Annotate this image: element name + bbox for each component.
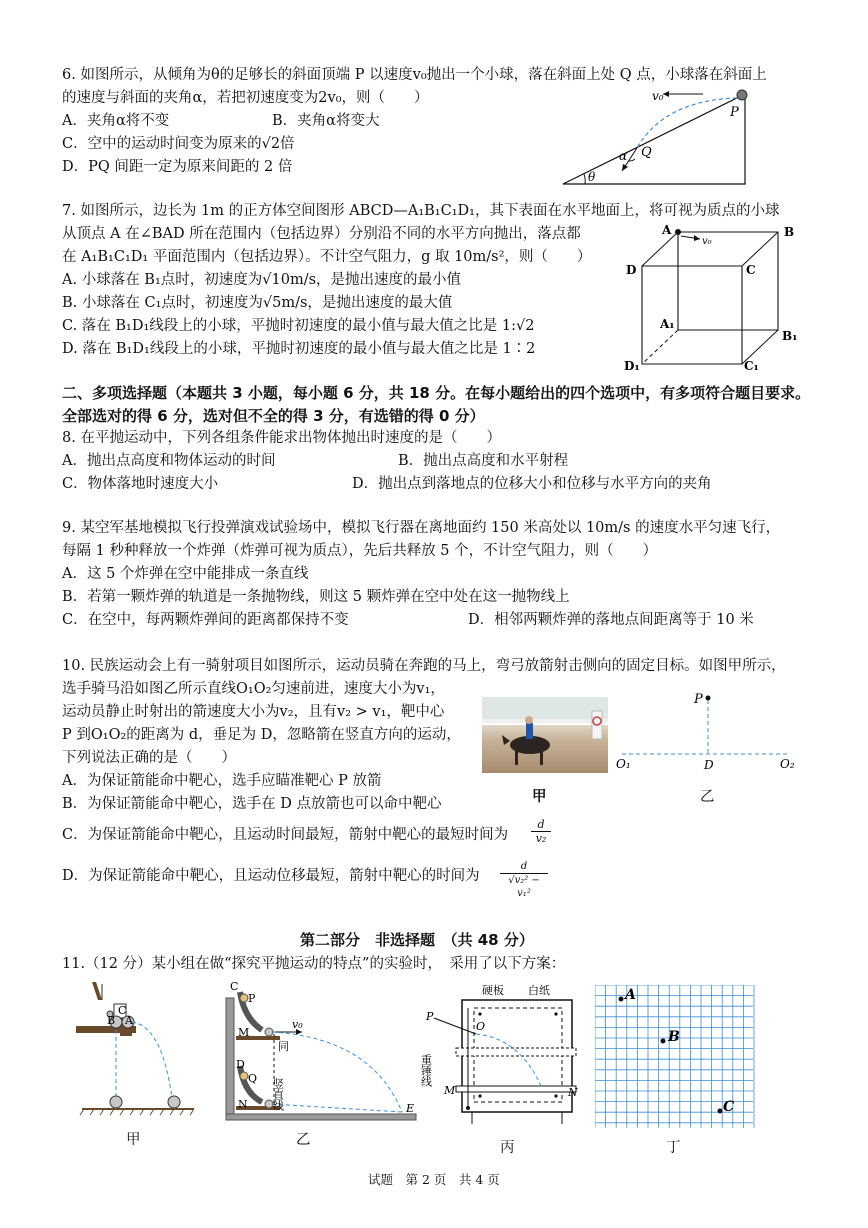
q8-option-a: A．抛出点高度和物体运动的时间: [62, 453, 276, 469]
q11-ding-label-a: A: [625, 987, 636, 1003]
q10-stem-line3: 运动员静止时射出的箭速度大小为v₂，且有v₂ > v₁，靶中心: [62, 704, 445, 720]
q7-stem-line2: 从顶点 A 在∠BAD 所在范围内（包括边界）分别沿不同的水平方向抛出，落点都: [62, 226, 581, 242]
q6-p-label: P: [730, 105, 739, 120]
q11-fig-jia-caption: 甲: [126, 1132, 141, 1148]
q10-fig-d-label: D: [704, 758, 714, 772]
q8-stem: 8. 在平抛运动中，下列各组条件能求出物体抛出时速度的是（ ）: [62, 430, 501, 446]
q10-fig-yi-diagram: [610, 690, 800, 776]
q10-d-denominator: √v₂² − v₁²: [500, 873, 548, 900]
q10-option-a: A．为保证箭能命中靶心，选手应瞄准靶心 P 放箭: [62, 773, 382, 789]
q11-fig-bing: [420, 978, 590, 1128]
q11-jia-label-b: B: [107, 1014, 116, 1027]
q11-bing-label-n: N: [568, 1086, 578, 1099]
q6-option-a: A．夹角α将不变: [62, 113, 170, 129]
q7-label-v0: v₀: [702, 236, 712, 247]
q11-yi-label-c: C: [230, 980, 239, 993]
section2-heading-line1: 二、多项选择题（本题共 3 小题，每小题 6 分，共 18 分。在每小题给出的四个选项中，有多项符合题目要求。: [62, 384, 811, 402]
part2-heading: 第二部分 非选择题 （共 48 分）: [300, 931, 534, 949]
q9-stem-line2: 每隔 1 秒种释放一个炸弹（炸弹可视为质点），先后共释放 5 个，不计空气阻力，则（ ）: [62, 543, 658, 559]
q11-jia-label-c: C: [118, 1004, 127, 1017]
q10-option-d-fraction: [500, 860, 548, 900]
q11-yi-label-e: E: [406, 1102, 415, 1115]
q11-yi-label-vertical-line: 竖直线: [271, 1078, 285, 1111]
q6-stem-line2: 的速度与斜面的夹角α，若把初速度变为2v₀，则（ ）: [62, 90, 429, 106]
q11-yi-label-tong: 同: [278, 1040, 289, 1053]
q10-horse-archer-photo: [482, 697, 608, 773]
q9-option-b: B．若第一颗炸弹的轨道是一条抛物线，则这 5 颗炸弹在空中处在这一抛物线上: [62, 589, 570, 605]
q11-fig-bing-caption: 丙: [500, 1140, 515, 1156]
q11-bing-label-o: O: [476, 1020, 486, 1033]
q10-fig-o2-label: O₂: [780, 757, 795, 771]
q8-option-b: B．抛出点高度和水平射程: [398, 453, 569, 469]
q8-option-c: C．物体落地时速度大小: [62, 476, 219, 492]
page-footer: 试题 第 2 页 共 4 页: [368, 1172, 500, 1187]
q6-option-d: D．PQ 间距一定为原来间距的 2 倍: [62, 159, 293, 175]
q10-stem-line4: P 到O₁O₂的距离为 d，垂足为 D，忽略箭在竖直方向的运动，: [62, 727, 461, 743]
q10-d-denominator-radicand: v₂² − v₁²: [514, 875, 540, 899]
q7-option-b: B. 小球落在 C₁点时，初速度为√5m/s，是抛出速度的最大值: [62, 295, 453, 311]
q7-stem-line1: 7. 如图所示，边长为 1m 的正方体空间图形 ABCD—A₁B₁C₁D₁，其下表面在水平地面上，将可视为质点的小球: [62, 203, 780, 219]
q6-option-b: B．夹角α将变大: [272, 113, 380, 129]
q6-theta-label: θ: [588, 170, 596, 184]
q7-label-a: A: [662, 223, 672, 237]
q11-bing-label-board: 硬板: [482, 984, 504, 997]
q6-option-c: C．空中的运动时间变为原来的√2倍: [62, 136, 295, 152]
q7-label-b1: B₁: [782, 329, 798, 343]
q11-fig-ding-caption: 丁: [666, 1140, 681, 1156]
q9-option-a: A．这 5 个炸弹在空中能排成一条直线: [62, 566, 309, 582]
q7-label-c: C: [746, 263, 756, 277]
section2-heading-line2: 全部选对的得 6 分，选对但不全的得 3 分，有选错的得 0 分）: [62, 407, 485, 425]
q11-fig-yi-caption: 乙: [296, 1132, 311, 1148]
q6-alpha-label: α: [619, 149, 628, 163]
q11-ding-label-b: B: [668, 1029, 680, 1045]
q7-stem-line3: 在 A₁B₁C₁D₁ 平面范围内（包括边界）。不计空气阻力，g 取 10m/s²，则（ ）: [62, 249, 592, 265]
q10-fig-jia-caption: 甲: [532, 788, 547, 805]
q8-option-d: D．抛出点到落地点的位移大小和位移与水平方向的夹角: [352, 476, 712, 492]
q10-c-numerator: d: [537, 818, 545, 831]
q11-jia-label-a: A: [125, 1014, 133, 1027]
q6-q-label: Q: [641, 145, 652, 160]
q6-stem-line1: 6. 如图所示，从倾角为θ的足够长的斜面顶端 P 以速度v₀抛出一个小球，落在斜面上处 Q 点，小球落在斜面上: [62, 67, 767, 83]
q7-label-a1: A₁: [660, 317, 675, 331]
q10-fig-o1-label: O₁: [616, 757, 631, 771]
q11-yi-label-p: P: [248, 992, 256, 1005]
q10-c-denominator: v₂: [531, 831, 551, 845]
q11-yi-label-m: M: [238, 1026, 250, 1039]
q7-option-d: D. 落在 B₁D₁线段上的小球，平抛时初速度的最小值与最大值之比是 1∶2: [62, 341, 536, 357]
q10-stem-line2: 选手骑马沿如图乙所示直线O₁O₂匀速前进，速度大小为v₁，: [62, 681, 445, 697]
q10-fig-p-label: P: [694, 692, 703, 707]
q10-stem-line1: 10. 民族运动会上有一骑射项目如图所示，运动员骑在奔跑的马上，弯弓放箭射击侧向的固定目标。如图甲所示，: [62, 658, 786, 674]
q11-fig-jia: [62, 978, 202, 1124]
q11-yi-label-v0: v₀: [292, 1018, 303, 1031]
q7-label-d1: D₁: [624, 359, 640, 372]
q11-bing-label-m: M: [444, 1084, 456, 1097]
q7-option-a: A. 小球落在 B₁点时，初速度为√10m/s，是抛出速度的最小值: [62, 272, 462, 288]
q10-d-numerator: d: [520, 861, 528, 872]
q7-option-c: C. 落在 B₁D₁线段上的小球，平抛时初速度的最小值与最大值之比是 1:√2: [62, 318, 535, 334]
q7-label-b: B: [784, 225, 795, 239]
q11-bing-label-p: P: [426, 1010, 434, 1023]
q7-label-d: D: [626, 263, 637, 277]
q11-ding-label-c: C: [723, 1099, 735, 1115]
q11-fig-yi: [222, 978, 422, 1128]
q10-fig-yi-caption: 乙: [700, 789, 715, 805]
q6-incline-figure: [555, 86, 755, 186]
q11-bing-label-paper: 白纸: [528, 984, 550, 997]
q10-stem-line5: 下列说法正确的是（ ）: [62, 750, 236, 766]
q10-option-c-fraction: [531, 818, 551, 845]
q7-label-c1: C₁: [744, 359, 759, 372]
q10-option-c: C．为保证箭能命中靶心，且运动时间最短，箭射中靶心的最短时间为: [62, 827, 509, 843]
q10-option-d: D．为保证箭能命中靶心，且运动位移最短，箭射中靶心的时间为: [62, 868, 480, 884]
q7-cube-figure: [618, 222, 802, 372]
q11-stem: 11.（12 分）某小组在做“探究平抛运动的特点”的实验时， 采用了以下方案：: [62, 956, 566, 972]
q11-yi-label-n: N: [238, 1098, 248, 1111]
q10-option-b: B．为保证箭能命中靶心，选手在 D 点放箭也可以命中靶心: [62, 796, 442, 812]
q9-stem-line1: 9. 某空军基地模拟飞行投弹演戏试验场中，模拟飞行器在离地面约 150 米高处以 10m/s 的速度水平匀速飞行，: [62, 520, 781, 536]
q9-option-c: C．在空中，每两颗炸弹间的距离都保持不变: [62, 612, 349, 628]
q11-bing-label-plumb: 重锤线: [420, 1054, 433, 1087]
q6-v0-label: v₀: [652, 89, 664, 103]
q9-option-d: D．相邻两颗炸弹的落地点间距离等于 10 米: [468, 612, 754, 628]
q11-fig-ding-grid: [595, 985, 755, 1130]
q11-yi-label-d: D: [236, 1058, 245, 1071]
q11-yi-label-q: Q: [248, 1072, 258, 1085]
